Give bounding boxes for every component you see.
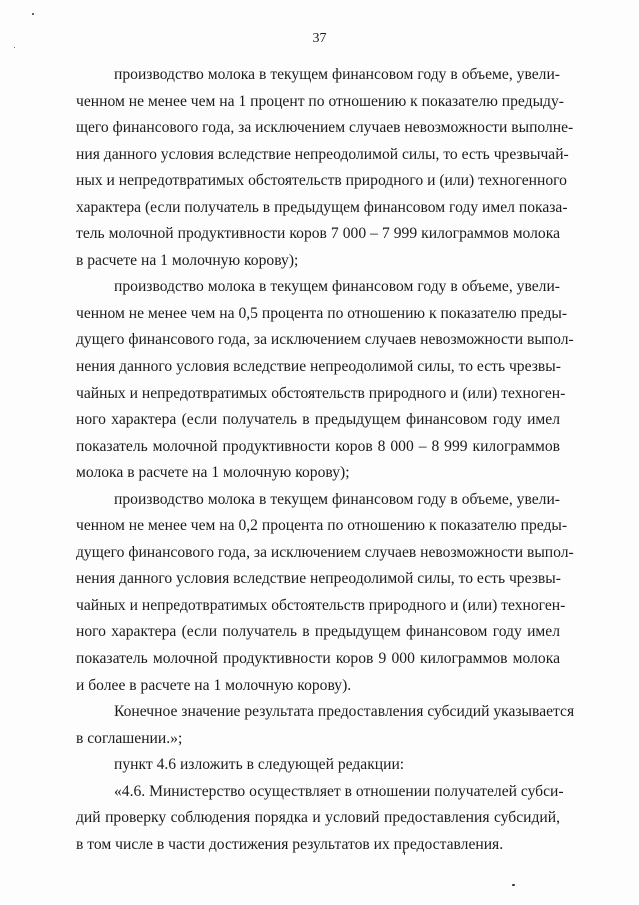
text-line: в соглашении.»; — [76, 729, 183, 747]
text-line: щего финансового года, за исключением случаев невозможности выполне- — [76, 119, 574, 137]
paragraph-clause-4-6-intro — [76, 752, 560, 779]
paragraph-milk-0-2-percent — [76, 487, 574, 699]
text-line: характера (если получатель в предыдущем финансовом году имел показа- — [76, 198, 568, 216]
text-line: молока в расчете на 1 молочную корову); — [76, 464, 350, 482]
text-line: дущего финансового года, за исключением случаев невозможности выпол- — [76, 331, 574, 349]
text-line: ченном не менее чем на 0,5 процента по отношению к показателю преды- — [76, 304, 568, 322]
text-line: производство молока в текущем финансовом году в объеме, увели- — [114, 278, 560, 296]
document-body — [76, 62, 575, 858]
text-line: нения данного условия вследствие непреодолимой силы, то есть чрезвы- — [76, 570, 561, 588]
text-line: производство молока в текущем финансовом году в объеме, увели- — [114, 490, 560, 508]
text-line: Конечное значение результата предоставления субсидий указывается — [114, 703, 575, 721]
text-line: дущего финансового года, за исключением случаев невозможности выпол- — [76, 543, 574, 561]
text-line: в том числе в части достижения результатов их предоставления. — [76, 835, 504, 853]
text-line: производство молока в текущем финансовом году в объеме, увели- — [114, 66, 560, 83]
text-line: показатель молочной продуктивности коров 9 000 килограммов молока — [76, 650, 560, 668]
text-line: в расчете на 1 молочную корову); — [76, 251, 299, 269]
text-line: и более в расчете на 1 молочную корову). — [76, 676, 352, 694]
text-line: тель молочной продуктивности коров 7 000 – 7 999 килограммов молока — [76, 225, 560, 243]
text-line: ченном не менее чем на 1 процент по отношению к показателю предыду- — [76, 92, 564, 110]
text-line: ного характера (если получатель в предыдущем финансовом году имел — [76, 411, 560, 429]
text-line: дий проверку соблюдения порядка и условий предоставления субсидий, — [76, 809, 560, 827]
paragraph-clause-4-6 — [76, 779, 564, 859]
text-line: «4.6. Министерство осуществляет в отношении получателей субси- — [114, 782, 564, 800]
page-number: 37 — [312, 31, 327, 46]
paragraph-milk-0-5-percent — [76, 274, 574, 486]
scan-speck — [32, 13, 34, 15]
text-line: нения данного условия вследствие непреодолимой силы, то есть чрезвы- — [76, 358, 561, 376]
text-line: пункт 4.6 изложить в следующей редакции: — [114, 756, 405, 774]
text-line: ченном не менее чем на 0,2 процента по отношению к показателю преды- — [76, 517, 568, 535]
text-line: ных и непредотвратимых обстоятельств природного и (или) техногенного — [76, 172, 567, 190]
scan-speck — [14, 47, 15, 48]
text-line: ния данного условия вследствие непреодолимой силы, то есть чрезвычай- — [76, 145, 569, 163]
scan-speck — [512, 884, 515, 886]
paragraph-milk-1-percent — [76, 62, 574, 274]
text-line: показатель молочной продуктивности коров 8 000 – 8 999 килограммов — [76, 437, 560, 455]
text-line: чайных и непредотвратимых обстоятельств природного и (или) техноген- — [76, 384, 566, 402]
text-line: чайных и непредотвратимых обстоятельств природного и (или) техноген- — [76, 596, 566, 614]
paragraph-final-value — [76, 699, 575, 752]
text-line: ного характера (если получатель в предыдущем финансовом году имел — [76, 623, 560, 641]
